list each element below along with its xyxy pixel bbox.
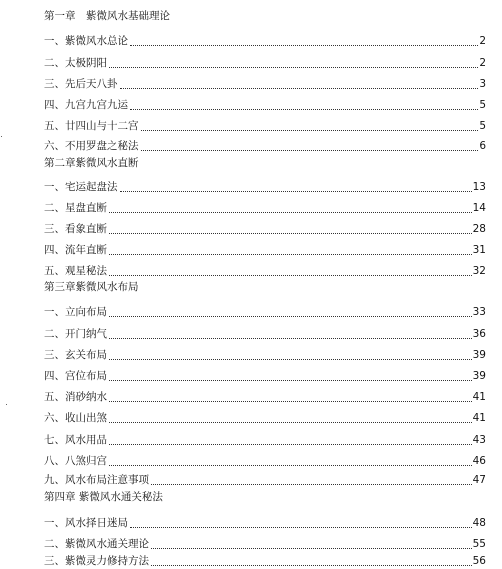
toc-entry-page: 39 (472, 370, 486, 382)
toc-entry-label: 一、立向布局 (44, 306, 107, 318)
toc-entry[interactable] (44, 201, 486, 215)
dot-leader (130, 100, 478, 110)
dot-leader (120, 182, 472, 192)
toc-entry-page: 32 (472, 265, 486, 277)
toc-entry[interactable] (44, 327, 486, 341)
dot-leader (109, 329, 472, 339)
chapter-heading: 第二章紫微风水直断 (44, 157, 139, 169)
chapter-heading: 第一章 紫微风水基础理论 (44, 10, 170, 22)
toc-entry-label: 六、不用罗盘之秘法 (44, 140, 139, 152)
toc-entry-label: 五、观星秘法 (44, 265, 107, 277)
toc-entry-page: 56 (472, 555, 486, 567)
toc-entry-label: 三、玄关布局 (44, 349, 107, 361)
dot-leader (109, 307, 472, 317)
toc-entry[interactable] (44, 56, 486, 70)
toc-entry-page: 41 (472, 391, 486, 403)
toc-entry[interactable] (44, 305, 486, 319)
toc-entry-page: 2 (479, 57, 486, 69)
toc-entry-page: 55 (472, 538, 486, 550)
dot-leader (141, 121, 479, 131)
toc-entry[interactable] (44, 243, 486, 257)
toc-entry[interactable] (44, 411, 486, 425)
toc-entry-page: 33 (472, 306, 486, 318)
scan-speck (6, 404, 7, 405)
toc-entry-label: 三、先后天八卦 (44, 78, 118, 90)
chapter-heading: 第三章紫微风水布局 (44, 281, 139, 293)
toc-entry-page: 5 (479, 99, 486, 111)
dot-leader (109, 435, 472, 445)
toc-entry-label: 六、收山出煞 (44, 412, 107, 424)
toc-entry-page: 48 (472, 517, 486, 529)
toc-entry-page: 36 (472, 328, 486, 340)
dot-leader (109, 371, 472, 381)
dot-leader (109, 413, 472, 423)
toc-entry-label: 一、宅运起盘法 (44, 181, 118, 193)
dot-leader (130, 518, 472, 528)
toc-entry-label: 三、看象直断 (44, 223, 107, 235)
toc-entry-label: 四、宫位布局 (44, 370, 107, 382)
toc-entry-label: 九、风水布局注意事项 (44, 474, 149, 486)
toc-entry[interactable] (44, 433, 486, 447)
toc-entry-label: 八、八煞归宫 (44, 455, 107, 467)
toc-entry[interactable] (44, 264, 486, 278)
toc-entry-label: 五、消砂纳水 (44, 391, 107, 403)
toc-entry-page: 6 (479, 140, 486, 152)
dot-leader (151, 539, 472, 549)
toc-entry-page: 28 (472, 223, 486, 235)
dot-leader (141, 141, 479, 151)
toc-entry-label: 二、星盘直断 (44, 202, 107, 214)
toc-entry-label: 四、流年直断 (44, 244, 107, 256)
toc-entry-label: 一、风水择日迷局 (44, 517, 128, 529)
dot-leader (109, 224, 472, 234)
dot-leader (109, 266, 472, 276)
toc-entry[interactable] (44, 119, 486, 133)
toc-entry-page: 39 (472, 349, 486, 361)
toc-entry-page: 3 (479, 78, 486, 90)
dot-leader (109, 456, 472, 466)
toc-entry-label: 七、风水用品 (44, 434, 107, 446)
toc-entry-label: 二、开门纳气 (44, 328, 107, 340)
dot-leader (109, 392, 472, 402)
toc-entry[interactable] (44, 537, 486, 551)
toc-entry[interactable] (44, 454, 486, 468)
toc-entry[interactable] (44, 34, 486, 48)
toc-entry[interactable] (44, 554, 486, 568)
toc-entry-label: 三、紫微灵力修持方法 (44, 555, 149, 567)
toc-entry[interactable] (44, 516, 486, 530)
toc-entry[interactable] (44, 473, 486, 487)
dot-leader (130, 36, 478, 46)
toc-entry-page: 13 (472, 181, 486, 193)
dot-leader (109, 350, 472, 360)
toc-entry[interactable] (44, 369, 486, 383)
toc-entry[interactable] (44, 348, 486, 362)
toc-entry-page: 2 (479, 35, 486, 47)
toc-entry-label: 四、九宫九宫九运 (44, 99, 128, 111)
dot-leader (120, 79, 479, 89)
toc-entry-page: 43 (472, 434, 486, 446)
toc-entry-page: 46 (472, 455, 486, 467)
toc-entry-page: 5 (479, 120, 486, 132)
scan-speck (1, 136, 2, 137)
toc-entry-label: 二、太极阴阳 (44, 57, 107, 69)
dot-leader (151, 556, 472, 566)
dot-leader (109, 245, 472, 255)
chapter-heading: 第四章 紫微风水通关秘法 (44, 491, 163, 503)
toc-entry[interactable] (44, 139, 486, 153)
toc-entry-label: 二、紫微风水通关理论 (44, 538, 149, 550)
toc-entry[interactable] (44, 77, 486, 91)
dot-leader (109, 58, 478, 68)
toc-entry-label: 五、廿四山与十二宫 (44, 120, 139, 132)
toc-entry[interactable] (44, 180, 486, 194)
toc-entry[interactable] (44, 222, 486, 236)
dot-leader (151, 475, 472, 485)
toc-entry-page: 47 (472, 474, 486, 486)
toc-entry-page: 14 (472, 202, 486, 214)
toc-entry[interactable] (44, 390, 486, 404)
dot-leader (109, 203, 472, 213)
toc-entry-page: 31 (472, 244, 486, 256)
toc-entry[interactable] (44, 98, 486, 112)
toc-entry-label: 一、紫微风水总论 (44, 35, 128, 47)
toc-entry-page: 41 (472, 412, 486, 424)
